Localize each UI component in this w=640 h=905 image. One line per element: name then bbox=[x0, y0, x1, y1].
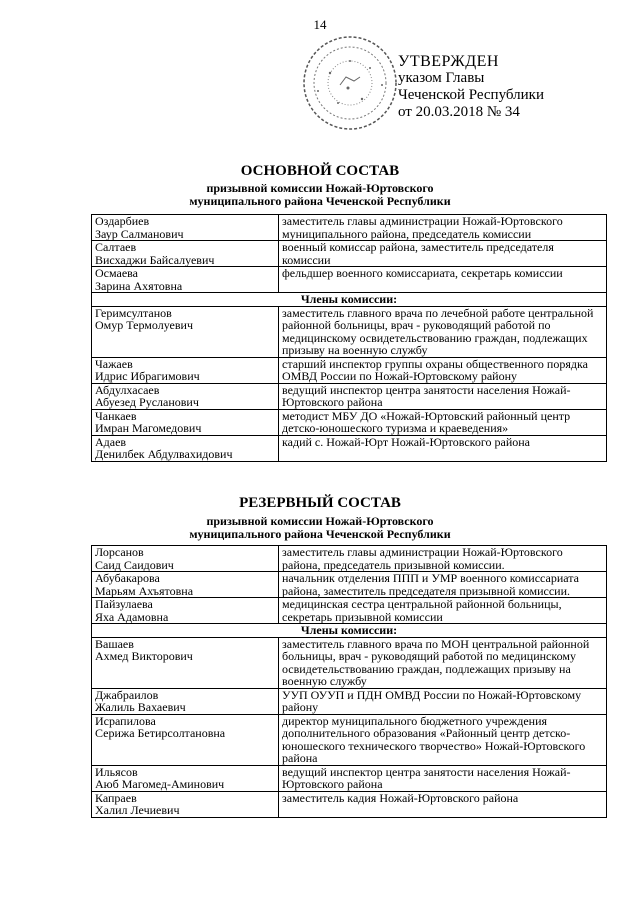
member-surname: Чажаев bbox=[95, 356, 133, 371]
section-1-subtitle bbox=[0, 182, 640, 208]
member-given-names: Ахмед Викторович bbox=[95, 649, 193, 663]
table-row bbox=[92, 598, 607, 624]
member-surname: Абубакарова bbox=[95, 571, 160, 585]
section-2-table bbox=[91, 545, 607, 818]
section-1-title: ОСНОВНОЙ СОСТАВ bbox=[240, 163, 400, 179]
section-1-table bbox=[91, 214, 607, 462]
table-row bbox=[92, 791, 607, 817]
member-role: ведущий инспектор центра занятости населения Ножай-Юртовского района bbox=[279, 765, 607, 791]
members-heading-row bbox=[92, 624, 607, 638]
member-surname: Чанкаев bbox=[95, 408, 137, 423]
members-heading: Члены комиссии: bbox=[92, 293, 607, 307]
member-given-names: Висхаджи Байсалуевич bbox=[95, 252, 215, 267]
member-given-names: Серижа Бетирсолтановна bbox=[95, 726, 226, 740]
section-2-subtitle-line-1: призывной комиссии Ножай-Юртовского bbox=[206, 514, 434, 528]
table-row bbox=[92, 383, 607, 409]
member-surname: Осмаева bbox=[95, 266, 138, 280]
table-row bbox=[92, 306, 607, 357]
table-row bbox=[92, 688, 607, 714]
approval-line-2: Чеченской Республики bbox=[398, 87, 544, 103]
member-given-names: Денилбек Абдулвахидович bbox=[95, 447, 233, 461]
member-given-names: Жалиль Вахаевич bbox=[95, 700, 186, 714]
member-given-names: Саид Саидович bbox=[95, 557, 174, 572]
members-heading-row bbox=[92, 293, 607, 307]
approval-line-3: от 20.03.2018 № 34 bbox=[398, 104, 520, 120]
member-given-names: Яха Адамовна bbox=[95, 609, 169, 624]
member-surname: Джабраилов bbox=[95, 687, 159, 702]
member-role: заместитель главы администрации Ножай-Юртовского района, председатель призывной комиссии. bbox=[279, 546, 607, 572]
member-given-names: Идрис Ибрагимович bbox=[95, 369, 200, 383]
member-given-names: Аюб Магомед-Аминович bbox=[95, 777, 225, 791]
page-number: 14 bbox=[313, 17, 327, 32]
approval-heading: УТВЕРЖДЕН bbox=[398, 53, 499, 70]
member-role: ведущий инспектор центра занятости населения Ножай-Юртовского района bbox=[279, 383, 607, 409]
member-surname: Капраев bbox=[95, 790, 137, 805]
members-heading: Члены комиссии: bbox=[92, 624, 607, 638]
table-row bbox=[92, 241, 607, 267]
member-role: старший инспектор группы охраны общественного порядка ОМВД России по Ножай-Юртовскому району bbox=[279, 357, 607, 383]
table-row bbox=[92, 546, 607, 572]
member-surname: Лорсанов bbox=[95, 545, 144, 559]
section-1-subtitle-line-1: призывной комиссии Ножай-Юртовского bbox=[206, 181, 434, 195]
member-role: заместитель главного врача по лечебной работе центральной районной больницы, врач - руководящий работой по медицинскому освидетельствованию граждан, подлежащих призыву на военную службу bbox=[279, 306, 607, 357]
section-2-subtitle-line-2: муниципального района Чеченской Республики bbox=[189, 527, 451, 541]
member-surname: Вашаев bbox=[95, 636, 134, 651]
member-role: методист МБУ ДО «Ножай-Юртовский районный центр детско-юношеского туризма и краеведения» bbox=[279, 409, 607, 435]
table-row bbox=[92, 765, 607, 791]
member-role: медицинская сестра центральной районной больницы, секретарь призывной комиссии bbox=[279, 598, 607, 624]
table-row bbox=[92, 435, 607, 461]
approval-block bbox=[398, 53, 544, 121]
member-given-names: Заур Салманович bbox=[95, 226, 184, 241]
member-role: кадий с. Ножай-Юрт Ножай-Юртовского района bbox=[279, 435, 607, 461]
member-surname: Абдулхасаев bbox=[95, 382, 160, 397]
member-role: заместитель главы администрации Ножай-Юртовского муниципального района, председатель комиссии bbox=[279, 215, 607, 241]
member-given-names: Халил Лечиевич bbox=[95, 803, 180, 817]
member-role: УУП ОУУП и ПДН ОМВД России по Ножай-Юртовскому району bbox=[279, 688, 607, 714]
member-surname: Оздарбиев bbox=[95, 214, 150, 228]
table-row bbox=[92, 572, 607, 598]
member-role: заместитель кадия Ножай-Юртовского района bbox=[279, 791, 607, 817]
member-given-names: Омур Термолуевич bbox=[95, 318, 193, 332]
official-seal-stamp bbox=[300, 33, 400, 133]
member-surname: Адаев bbox=[95, 434, 127, 449]
table-row bbox=[92, 267, 607, 293]
table-row bbox=[92, 357, 607, 383]
member-surname: Геримсултанов bbox=[95, 305, 172, 320]
member-given-names: Абуезед Русланович bbox=[95, 395, 199, 409]
member-role: фельдшер военного комиссариата, секретарь комиссии bbox=[279, 267, 607, 293]
member-role: заместитель главного врача по МОН центральной районной больницы, врач - руководящий работой по медицинскому освидетельствованию граждан, подлежащих призыву на военную службу bbox=[279, 637, 607, 688]
member-surname: Салтаев bbox=[95, 240, 137, 254]
table-row bbox=[92, 409, 607, 435]
approval-line-1: указом Главы bbox=[398, 70, 485, 86]
member-given-names: Имран Магомедович bbox=[95, 421, 202, 435]
member-given-names: Зарина Ахятовна bbox=[95, 278, 183, 293]
section-2-title: РЕЗЕРВНЫЙ СОСТАВ bbox=[239, 495, 401, 511]
member-role: директор муниципального бюджетного учреждения дополнительного образования «Районный центр детско-юношеского технического творчество» Ножай-Юртовского района bbox=[279, 714, 607, 765]
table-row bbox=[92, 714, 607, 765]
section-1-subtitle-line-2: муниципального района Чеченской Республики bbox=[189, 194, 451, 208]
member-role: начальник отделения ППП и УМР военного комиссариата района, заместитель председателя призывной комиссии. bbox=[279, 572, 607, 598]
member-role: военный комиссар района, заместитель председателя комиссии bbox=[279, 241, 607, 267]
member-surname: Исрапилова bbox=[95, 713, 156, 728]
member-surname: Пайзулаева bbox=[95, 597, 153, 611]
section-2-subtitle bbox=[0, 515, 640, 541]
table-row bbox=[92, 637, 607, 688]
member-given-names: Марьям Ахъятовна bbox=[95, 583, 194, 598]
table-row bbox=[92, 215, 607, 241]
member-surname: Ильясов bbox=[95, 764, 138, 779]
